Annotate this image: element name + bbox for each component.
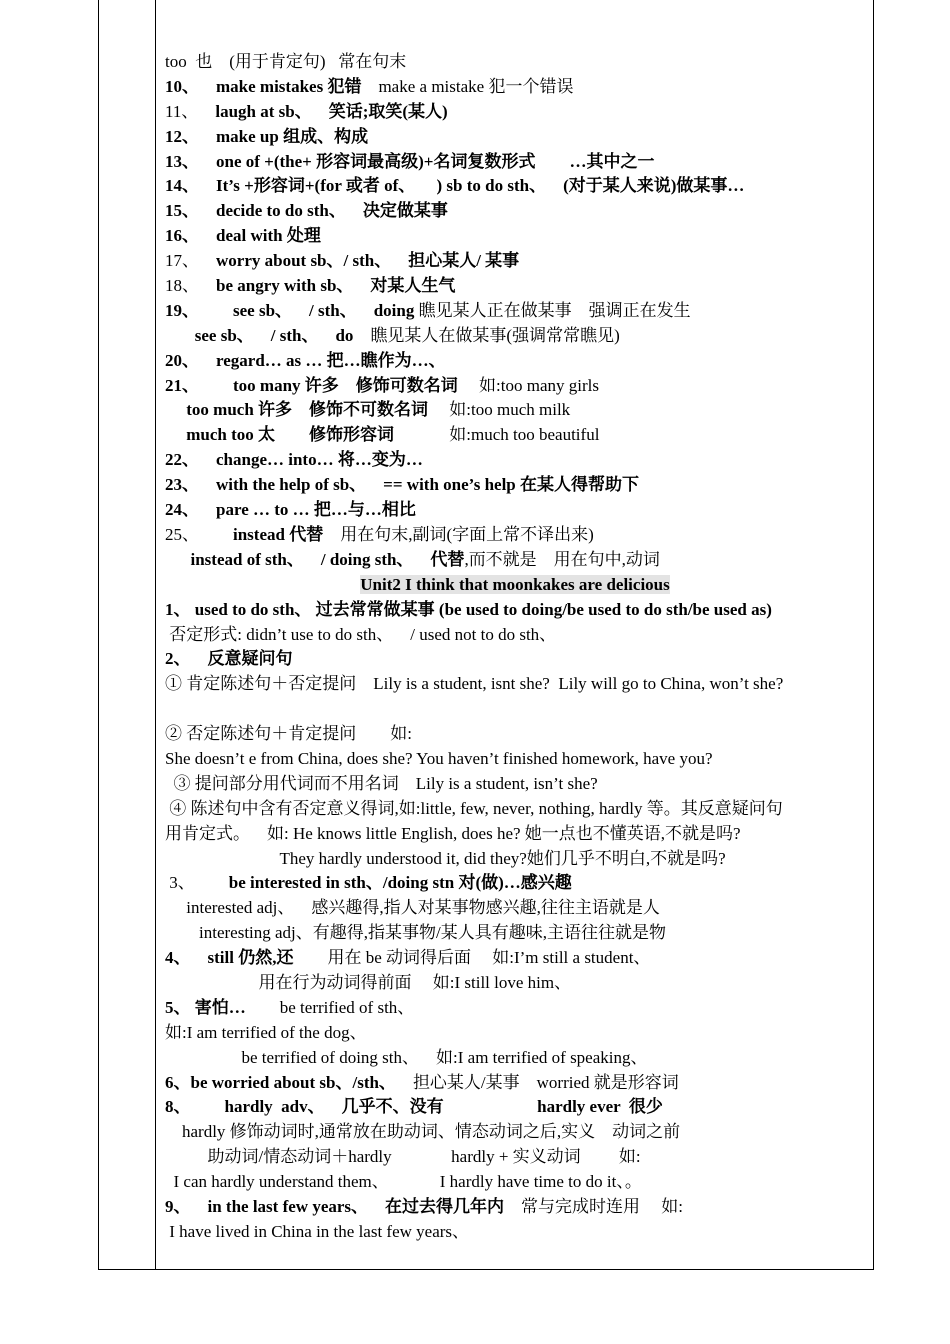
note-line: 20、 regard… as … 把…瞧作为…、 [165,350,446,370]
note-line: 9、 in the last few years、 在过去得几年内 常与完成时连用 如: [165,1196,684,1216]
note-line: 5、 害怕… be terrified of sth、 [165,997,415,1017]
note-line: 14、 It’s +形容词+(for 或者 of、 ) sb to do sth、 (对于某人来说)做某事… [165,176,745,196]
note-line: too much 许多 修饰不可数名词 如:too much milk [165,400,571,420]
note-line: 15、 decide to do sth、 决定做某事 [165,201,448,221]
note-line: 3、 be interested in sth、/doing stn 对(做)…感兴趣 [165,873,572,893]
notes-content [165,50,865,1245]
note-line: 用在行为动词得前面 如:I still love him、 [165,972,572,992]
note-line: see sb、 / sth、 do 瞧见某人在做某事(强调常常瞧见) [165,325,620,345]
note-line: 8、 hardly adv、 几乎不、没有 hardly ever 很少 [165,1097,663,1117]
note-line: 否定形式: didn’t use to do sth、 / used not to do sth、 [165,624,557,644]
note-line: 4、 still 仍然,还 用在 be 动词得后面 如:I’m still a student、 [165,948,651,968]
note-line: 用肯定式。 如: He knows little English, does he? 她一点也不懂英语,不就是吗? [165,823,741,843]
note-line: 1、 used to do sth、 过去常常做某事 (be used to doing/be used to do sth/be used as) [165,599,772,619]
note-line: hardly 修饰动词时,通常放在助动词、情态动词之后,实义 动词之前 [165,1122,681,1142]
note-line: too 也 (用于肯定句) 常在句末 [165,52,407,71]
note-line: They hardly understood it, did they?她们几乎不明白,不就是吗? [165,848,726,868]
note-line: ③ 提问部分用代词而不用名词 Lily is a student, isn’t she? [165,773,598,793]
note-line: 18、 be angry with sb、 对某人生气 [165,276,456,296]
note-line: instead of sth、 / doing sth、 代替,而不就是 用在句中,动词 [165,549,660,569]
note-line: 6、be worried about sb、/sth、 担心某人/某事 worried 就是形容词 [165,1072,679,1092]
note-line: much too 太 修饰形容词 如:much too beautiful [165,425,600,445]
note-line: 19、 see sb、 / sth、 doing 瞧见某人正在做某事 强调正在发生 [165,300,691,320]
note-line: 22、 change… into… 将…变为… [165,450,423,470]
note-line: 如:I am terrified of the dog、 [165,1022,367,1042]
note-line: 25、 instead 代替 用在句末,副词(字面上常不译出来) [165,524,594,544]
note-line: be terrified of doing sth、 如:I am terrified of speaking、 [165,1047,648,1067]
note-line: ① 肯定陈述句＋否定提问 Lily is a student, isnt she? Lily will go to China, won’t she? [165,674,784,694]
note-line: 24、 pare … to … 把…与…相比 [165,500,416,520]
note-line: ④ 陈述句中含有否定意义得词,如:little, few, never, nothing, hardly 等。其反意疑问句 [165,798,783,818]
blank-line [165,697,865,722]
note-line: ② 否定陈述句＋肯定提问 如: [165,724,412,744]
note-line: 10、 make mistakes 犯错 make a mistake 犯一个错误 [165,76,574,96]
note-line: 13、 one of +(the+ 形容词最高级)+名词复数形式 …其中之一 [165,151,655,171]
note-line: 助动词/情态动词＋hardly hardly + 实义动词 如: [165,1147,641,1167]
note-line: I can hardly understand them、 I hardly have time to do it、。 [165,1172,642,1192]
note-line: interesting adj、有趣得,指某事物/某人具有趣味,主语往往就是物 [165,923,667,943]
note-line: 11、 laugh at sb、 笑话;取笑(某人) [165,101,448,121]
note-line: 2、 反意疑问句 [165,649,293,669]
unit-heading: Unit2 I think that moonkakes are delicious [360,574,670,594]
note-line: 17、 worry about sb、/ sth、 担心某人/ 某事 [165,251,520,271]
note-line: interested adj、 感兴趣得,指人对某事物感兴趣,往往主语就是人 [165,898,660,918]
note-line: 12、 make up 组成、构成 [165,126,369,146]
column-divider [155,0,156,1270]
note-line: I have lived in China in the last few years、 [165,1221,470,1241]
note-line: 16、 deal with 处理 [165,226,321,246]
note-line: She doesn’t e from China, does she? You haven’t finished homework, have you? [165,748,713,768]
note-line: 23、 with the help of sb、 == with one’s help 在某人得帮助下 [165,475,639,495]
note-line: 21、 too many 许多 修饰可数名词 如:too many girls [165,375,599,395]
